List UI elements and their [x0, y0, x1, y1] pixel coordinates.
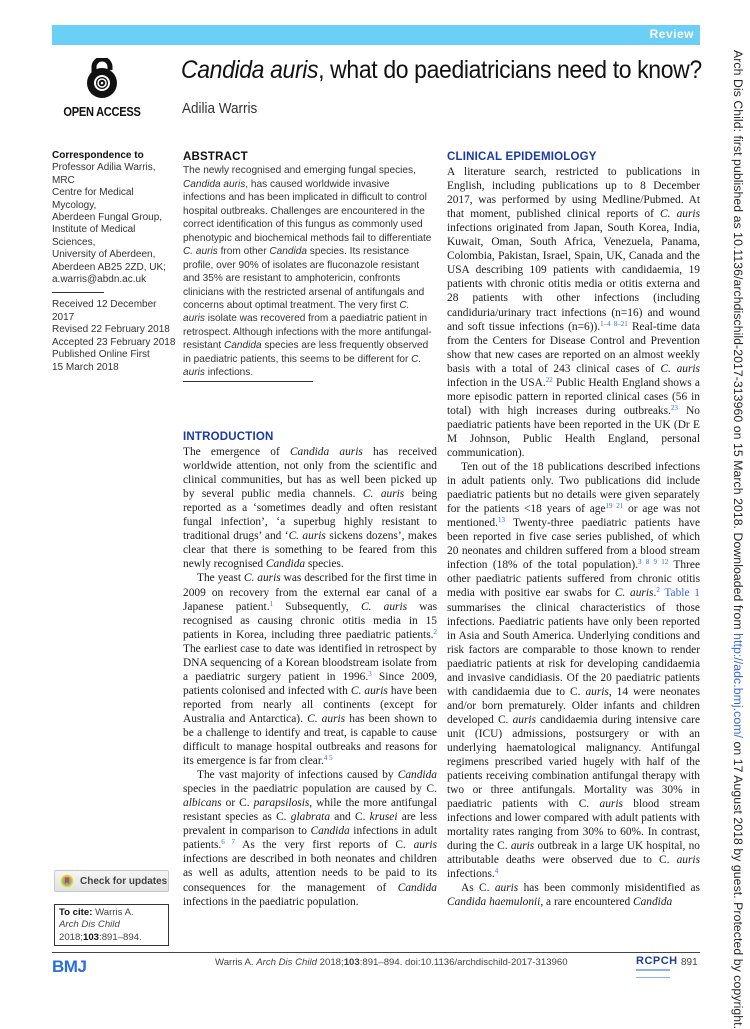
- abstract: [183, 151, 433, 380]
- abstract-divider: [183, 381, 313, 382]
- introduction-heading: INTRODUCTION: [183, 431, 274, 443]
- page-number: 891: [681, 957, 698, 968]
- paragraph: The vast majority of infections caused by Candida species in the paediatric population are caused by C. albicans or C. parapsilosis, while the more antifungal resistant species as C. glabrata and C. krusei are less prevalent in comparison to Candida infections in adult patients.$^{6 7}$ As the very first reports of C. auris infections are described in both neonates and children as well as adults, attention needs to be paid to its consequences for the management of Candida infections in the paediatric population.: [183, 769, 438, 908]
- correspondence-line: Professor Adilia Warris, MRC: [52, 162, 156, 186]
- reference-link[interactable]: 4 5: [323, 754, 333, 763]
- citation-box: To cite: Warris A. Arch Dis Child 2018;103:891–894.: [54, 904, 169, 946]
- paragraph: A literature search, restricted to publications in English, including publications up to 8 December 2017, was performed by using Medline/Pubmed. At that moment, published clinical reports of C. auris infections originated from Japan, South Korea, India, Kuwait, Oman, South Africa, Venezuela, Panama, Colombia, Pakistan, Israel, Spain, UK, Canada and the USA describing 109 patients with candidaemia, 19 patients with chronic otitis media or otitis externa and 28 patients with other infections (including candiduria/urinary tract infections (n=16) and wound and soft tissue infections (n=6)).$^{1-4 8-21}$ Real-time data from the Centers for Disease Control and Prevention show that new cases are reported on an almost weekly basis with a total of 243 clinical cases of C. auris infection in the USA.$^{22}$ Public Health England shows a more episodic pattern in reported clinical cases (56 in total) with high increases during outbreaks.$^{23}$ No paediatric patients have been reported in the UK (Dr E M Johnson, Public Health England, personal communication).: [447, 166, 701, 459]
- check-for-updates-button[interactable]: [54, 870, 169, 892]
- check-for-updates-label: Check for updates: [80, 875, 168, 887]
- paragraph: The emergence of Candida auris has received worldwide attention, not only from the scientific and clinical communities, but has as well been picked up by several public media channels. C. auris being reported as a ‘sometimes deadly and often resistant fungal infection’, ‘a superbug highly resistant to traditional drugs’ and ‘C. auris sickens dozens’, makes clear that there is something to be feared from this newly recognised Candida species.: [183, 446, 438, 571]
- title-rest: , what do paediatricians need to know?: [318, 56, 702, 84]
- rcpch-logo-subtitle: [636, 969, 670, 978]
- correspondence-line: Aberdeen Fungal Group,: [52, 212, 163, 224]
- title-italic: Candida auris: [181, 56, 319, 84]
- paragraph: The yeast C. auris was described for the first time in 2009 on recovery from the external ear canal of a Japanese patient.$^1$ Subsequently, C. auris was recognised as causing chronic otitis media in 15 patients in Korea, including three paediatric patients.$^2$ The earliest case to date was identified in retrospect by DNA sequencing of a Korean bloodstream isolate from a paediatric surgery patient in 1996.$^3$ Since 2009, patients colonised and infected with C. auris have been reported from nearly all continents (except for Australia and Antarctica). C. auris has been shown to be a challenge to identify and treat, is capable to cause difficult to manage hospital outbreaks and reasons for its emergence is far from clear.$^{4 5}$: [183, 572, 438, 768]
- correspondence-line: Institute of Medical Sciences,: [52, 224, 136, 248]
- article-author: Adilia Warris: [182, 100, 258, 117]
- reference-link[interactable]: 13: [497, 516, 505, 525]
- reference-link[interactable]: 3 8 9 12: [637, 558, 669, 567]
- table-1-link[interactable]: Table 1: [664, 587, 700, 600]
- rcpch-logo: RCPCH: [636, 955, 678, 967]
- clinical-epidemiology-heading: CLINICAL EPIDEMIOLOGY: [447, 151, 597, 163]
- date-accepted: Accepted 23 February 2018: [52, 336, 176, 348]
- bmj-logo: BMJ: [52, 957, 87, 976]
- section-banner: [52, 25, 700, 45]
- reference-link[interactable]: 1: [269, 599, 274, 608]
- reference-link[interactable]: 6 7: [221, 838, 235, 847]
- reference-link[interactable]: 22: [545, 375, 553, 384]
- date-received: Received 12 December 2017: [52, 299, 157, 323]
- reference-link[interactable]: 4: [494, 867, 499, 876]
- cite-label: To cite:: [59, 907, 93, 918]
- download-notice: Arch Dis Child: first published as 10.1136/archdischild-2017-313960 on 15 March 2018. Downloaded from http://adc.bmj.com/ on 17 August 2018 by guest. Protected by copyright.: [731, 50, 745, 1029]
- correspondence-line: University of Aberdeen,: [52, 249, 156, 261]
- article-sidebar: [52, 150, 177, 374]
- paragraph: Ten out of the 18 publications described infections in adult patients only. Two publications did include paediatric patients but no details were given separately for the patients <18 years of age$^{19 21}$ or age was not mentioned.$^{13}$ Twenty-three paediatric patients have been reported in five case series published, of which 20 neonates and children suffered from a blood stream infection (18% of the total population).$^{3 8 9 12}$ Three other paediatric patients suffered from chronic otitis media with positive ear swabs for C. auris.$^2$ Table 1 summarises the clinical characteristics of those infections. Paediatric patients have only been reported in Asia and South America. Underlying conditions and risk factors are comparable to those known to render paediatric patients at risk for developing candidaemia and invasive candidiasis. Of the 20 paediatric patients with candidaemia due to C. auris, 14 were neonates and/or born prematurely. Older infants and children developed C. auris candidaemia during intensive care unit (ICU) admissions, postsurgery or with an underlying haematological malignancy. Antifungal regimens prescribed varied hugely with half of the patients receiving combination antifungal therapy with two or three antifungals. Mortality was 30% in paediatric patients with C. auris blood stream infections and lower compared with adult patients with mortality rates ranging from 30% to 60%. In contrast, during the C. auris outbreak in a large UK hospital, no attributable deaths were observed due to C. auris infections.$^4$: [447, 461, 701, 881]
- reference-link[interactable]: 2: [433, 627, 437, 636]
- date-revised: Revised 22 February 2018: [52, 324, 170, 336]
- cite-journal: Arch Dis Child: [59, 919, 120, 931]
- date-published: 15 March 2018: [52, 361, 119, 373]
- sidebar-divider: [52, 292, 104, 293]
- reference-link[interactable]: 1–4 8–21: [600, 319, 628, 328]
- reference-link[interactable]: 2: [656, 586, 660, 595]
- abstract-text: The newly recognised and emerging fungal species, Candida auris, has caused worldwide invasive infections and has been implicated in difficult to control hospital outbreaks. Challenges are encountered in the correct identification of this fungus as commonly used phenotypic and biochemical methods fail to differentiate C. auris from other Candida species. Its resistance profile, over 90% of isolates are fluconazole resistant and 35% are resistant to amphotericin, confronts clinicians with the restricted arsenal of antifungals and concerns about optimal treatment. The very first C. auris isolate was recovered from a paediatric patient in retrospect. Although infections with the more antifungal-resistant Candida species are less frequently observed in paediatric patients, this seems to be different for C. auris infections.: [183, 165, 432, 379]
- footer-citation: Warris A. Arch Dis Child 2018;103:891–894. doi:10.1136/archdischild-2017-313960: [215, 957, 568, 968]
- paragraph: As C. auris has been commonly misidentified as Candida haemulonii, a rare encountered Candida: [447, 882, 700, 909]
- reference-link[interactable]: 19 21: [605, 502, 624, 511]
- date-published-label: Published Online First: [52, 349, 150, 361]
- reference-link[interactable]: 3: [368, 669, 372, 678]
- abstract-heading: ABSTRACT: [183, 151, 248, 163]
- article-title: [181, 56, 702, 85]
- crossmark-icon: [60, 874, 74, 888]
- doi-link[interactable]: :891–894. doi:10.1136/archdischild-2017-313960: [359, 957, 568, 968]
- correspondence-line: Centre for Medical Mycology,: [52, 187, 134, 211]
- open-access-logo: [52, 58, 152, 119]
- correspondence-email[interactable]: a.warris@abdn.ac.uk: [52, 274, 147, 286]
- journal-url-link[interactable]: http://adc.bmj.com/: [731, 633, 745, 738]
- clinical-epidemiology-section: [447, 150, 700, 910]
- footer-divider: [52, 952, 700, 953]
- correspondence-line: Aberdeen AB25 2ZD, UK;: [52, 261, 166, 273]
- open-access-lock-icon: [85, 58, 119, 98]
- correspondence-heading: Correspondence to: [52, 150, 144, 161]
- introduction-section: [183, 430, 437, 909]
- section-label: Review: [649, 27, 694, 41]
- open-access-label: OPEN ACCESS: [63, 104, 141, 119]
- reference-link[interactable]: 23: [670, 403, 678, 412]
